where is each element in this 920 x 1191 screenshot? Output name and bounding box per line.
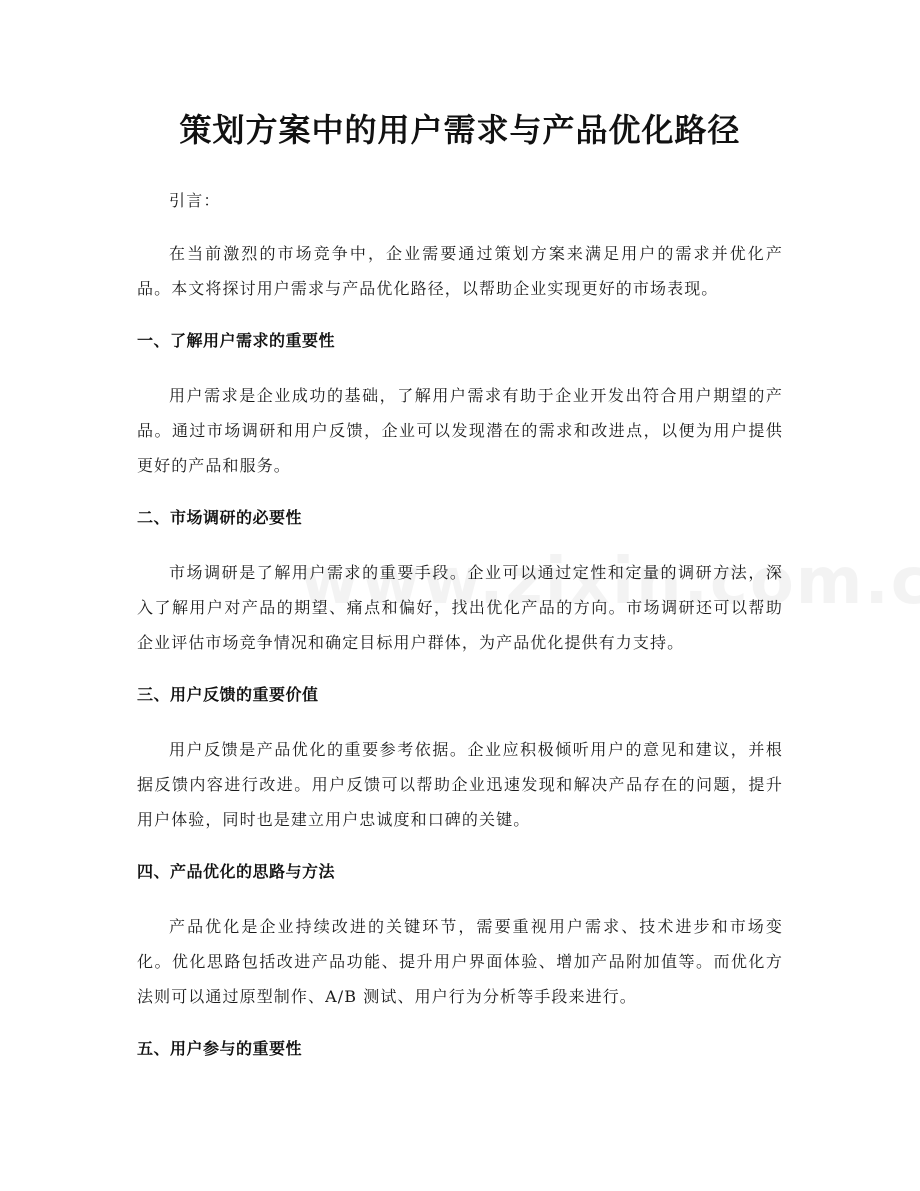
section-paragraph-2: 市场调研是了解用户需求的重要手段。企业可以通过定性和定量的调研方法，深入了解用户对产品的期望、痛点和偏好，找出优化产品的方向。市场调研还可以帮助企业评估市场竞争情况和确定目标用户群体，为产品优化提供有力支持。 (137, 563, 783, 652)
section-heading-1: 一、了解用户需求的重要性 (137, 331, 336, 350)
section-paragraph-1: 用户需求是企业成功的基础，了解用户需求有助于企业开发出符合用户期望的产品。通过市场调研和用户反馈，企业可以发现潜在的需求和改进点，以便为用户提供更好的产品和服务。 (137, 386, 783, 475)
section-heading-4: 四、产品优化的思路与方法 (137, 862, 336, 881)
section-paragraph-3: 用户反馈是产品优化的重要参考依据。企业应积极倾听用户的意见和建议，并根据反馈内容进行改进。用户反馈可以帮助企业迅速发现和解决产品存在的问题，提升用户体验，同时也是建立用户忠诚度和口碑的关键。 (137, 740, 783, 829)
section-heading-2: 二、市场调研的必要性 (137, 508, 303, 527)
section-heading-5: 五、用户参与的重要性 (137, 1039, 303, 1058)
section-heading-3: 三、用户反馈的重要价值 (137, 685, 319, 704)
intro-label: 引言： (169, 191, 221, 210)
intro-paragraph: 在当前激烈的市场竞争中，企业需要通过策划方案来满足用户的需求并优化产品。本文将探讨用户需求与产品优化路径，以帮助企业实现更好的市场表现。 (137, 244, 783, 298)
section-paragraph-4: 产品优化是企业持续改进的关键环节，需要重视用户需求、技术进步和市场变化。优化思路包括改进产品功能、提升用户界面体验、增加产品附加值等。而优化方法则可以通过原型制作、A/B 测试、用户行为分析等手段来进行。 (137, 917, 783, 1006)
page-title: 策划方案中的用户需求与产品优化路径 (179, 111, 741, 149)
